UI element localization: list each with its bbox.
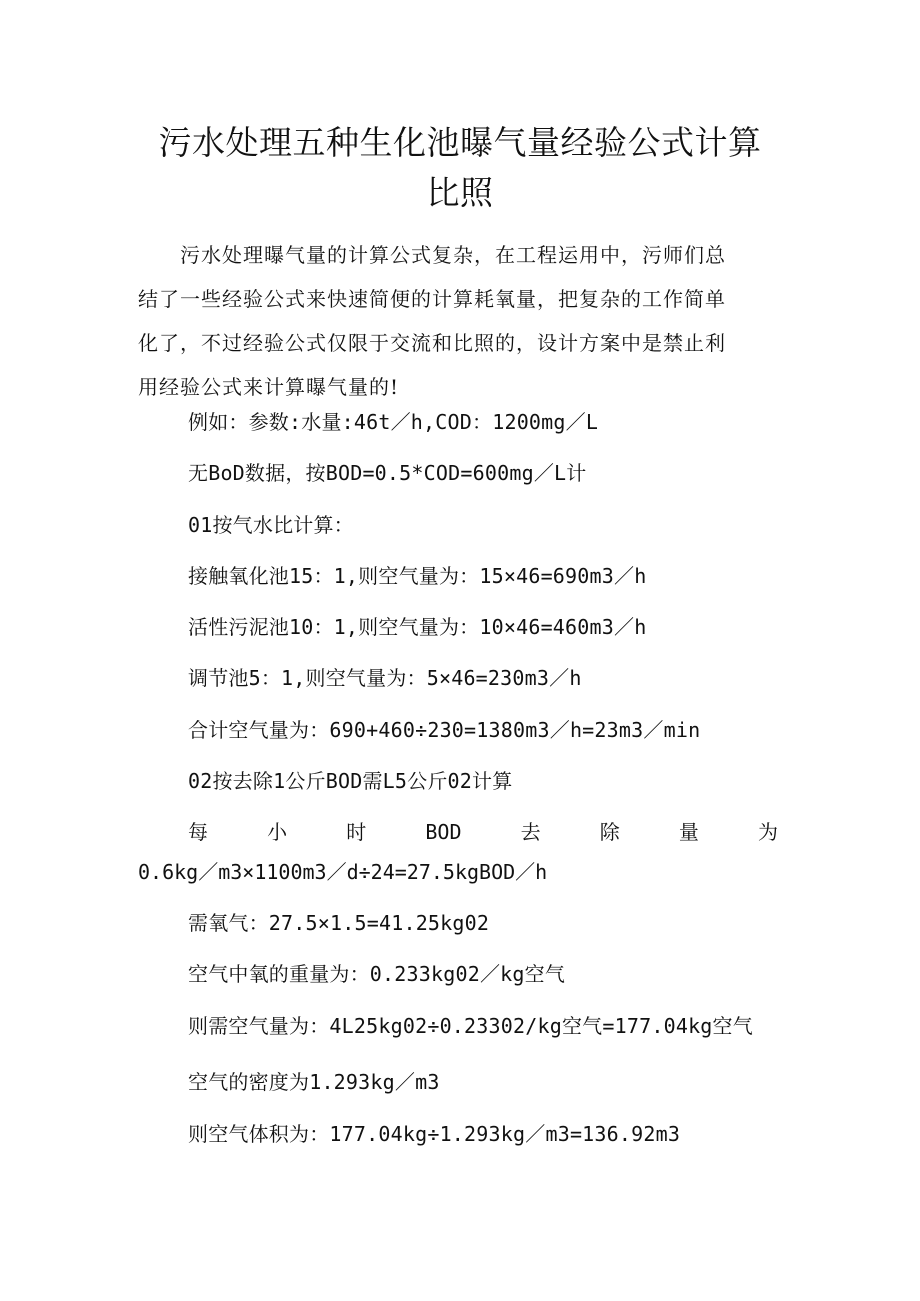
air-volume-line: 则空气体积为：177.04kg÷1.293kg／m3=136.92m3 bbox=[188, 1122, 681, 1146]
air-density-line: 空气的密度为1.293kg／m3 bbox=[188, 1070, 440, 1094]
regulating-tank-line: 调节池5：1,则空气量为：5×46=230m3／h bbox=[188, 666, 582, 690]
spread-word: 时 bbox=[346, 820, 367, 844]
spread-word: 小 bbox=[267, 820, 288, 844]
spread-word: 每 bbox=[188, 820, 208, 844]
spread-word: BOD bbox=[425, 820, 462, 844]
spread-word: 为 bbox=[758, 820, 778, 844]
intro-line-2: 结了一些经验公式来快速简便的计算耗氧量，把复杂的工作简单 bbox=[138, 287, 726, 311]
intro-line-1: 污水处理曝气量的计算公式复杂，在工程运用中，污师们总 bbox=[138, 243, 726, 267]
document-title bbox=[138, 118, 782, 218]
total-air-line: 合计空气量为：690+460÷230=1380m3／h=23m3／min bbox=[188, 718, 701, 742]
spread-word: 量 bbox=[678, 820, 699, 844]
intro-paragraph bbox=[138, 233, 782, 409]
intro-line-4: 用经验公式来计算曝气量的! bbox=[138, 375, 400, 399]
oxygen-weight-line: 空气中氧的重量为：0.233kg02／kg空气 bbox=[188, 962, 566, 986]
contact-oxidation-line: 接触氧化池15：1,则空气量为：15×46=690m3／h bbox=[188, 564, 647, 588]
bod-assumption-line: 无BoD数据，按BOD=0.5*COD=600mg／L计 bbox=[188, 461, 587, 485]
air-required-line: 则需空气量为：4L25kg02÷0.23302/kg空气=177.04kg空气 bbox=[188, 1014, 753, 1038]
method-01-heading: 01按气水比计算： bbox=[188, 513, 354, 537]
method-02-heading: 02按去除1公斤BOD需L5公斤02计算 bbox=[188, 769, 513, 793]
bod-removal-justified-line bbox=[188, 818, 778, 846]
oxygen-required-line: 需氧气：27.5×1.5=41.25kg02 bbox=[188, 911, 490, 935]
title-line-1: 污水处理五种生化池曝气量经验公式计算 bbox=[158, 123, 762, 162]
intro-line-3: 化了，不过经验公式仅限于交流和比照的，设计方案中是禁止利 bbox=[138, 331, 726, 355]
spread-word: 除 bbox=[599, 820, 620, 844]
spread-word: 去 bbox=[520, 820, 541, 844]
activated-sludge-line: 活性污泥池10：1,则空气量为：10×46=460m3／h bbox=[188, 615, 647, 639]
example-parameters-line: 例如：参数:水量:46t／h,COD：1200mg／L bbox=[188, 410, 599, 434]
bod-removal-formula: 0.6kg／m3×1100m3／d÷24=27.5kgBOD／h bbox=[138, 860, 548, 884]
title-line-2: 比照 bbox=[426, 173, 494, 212]
